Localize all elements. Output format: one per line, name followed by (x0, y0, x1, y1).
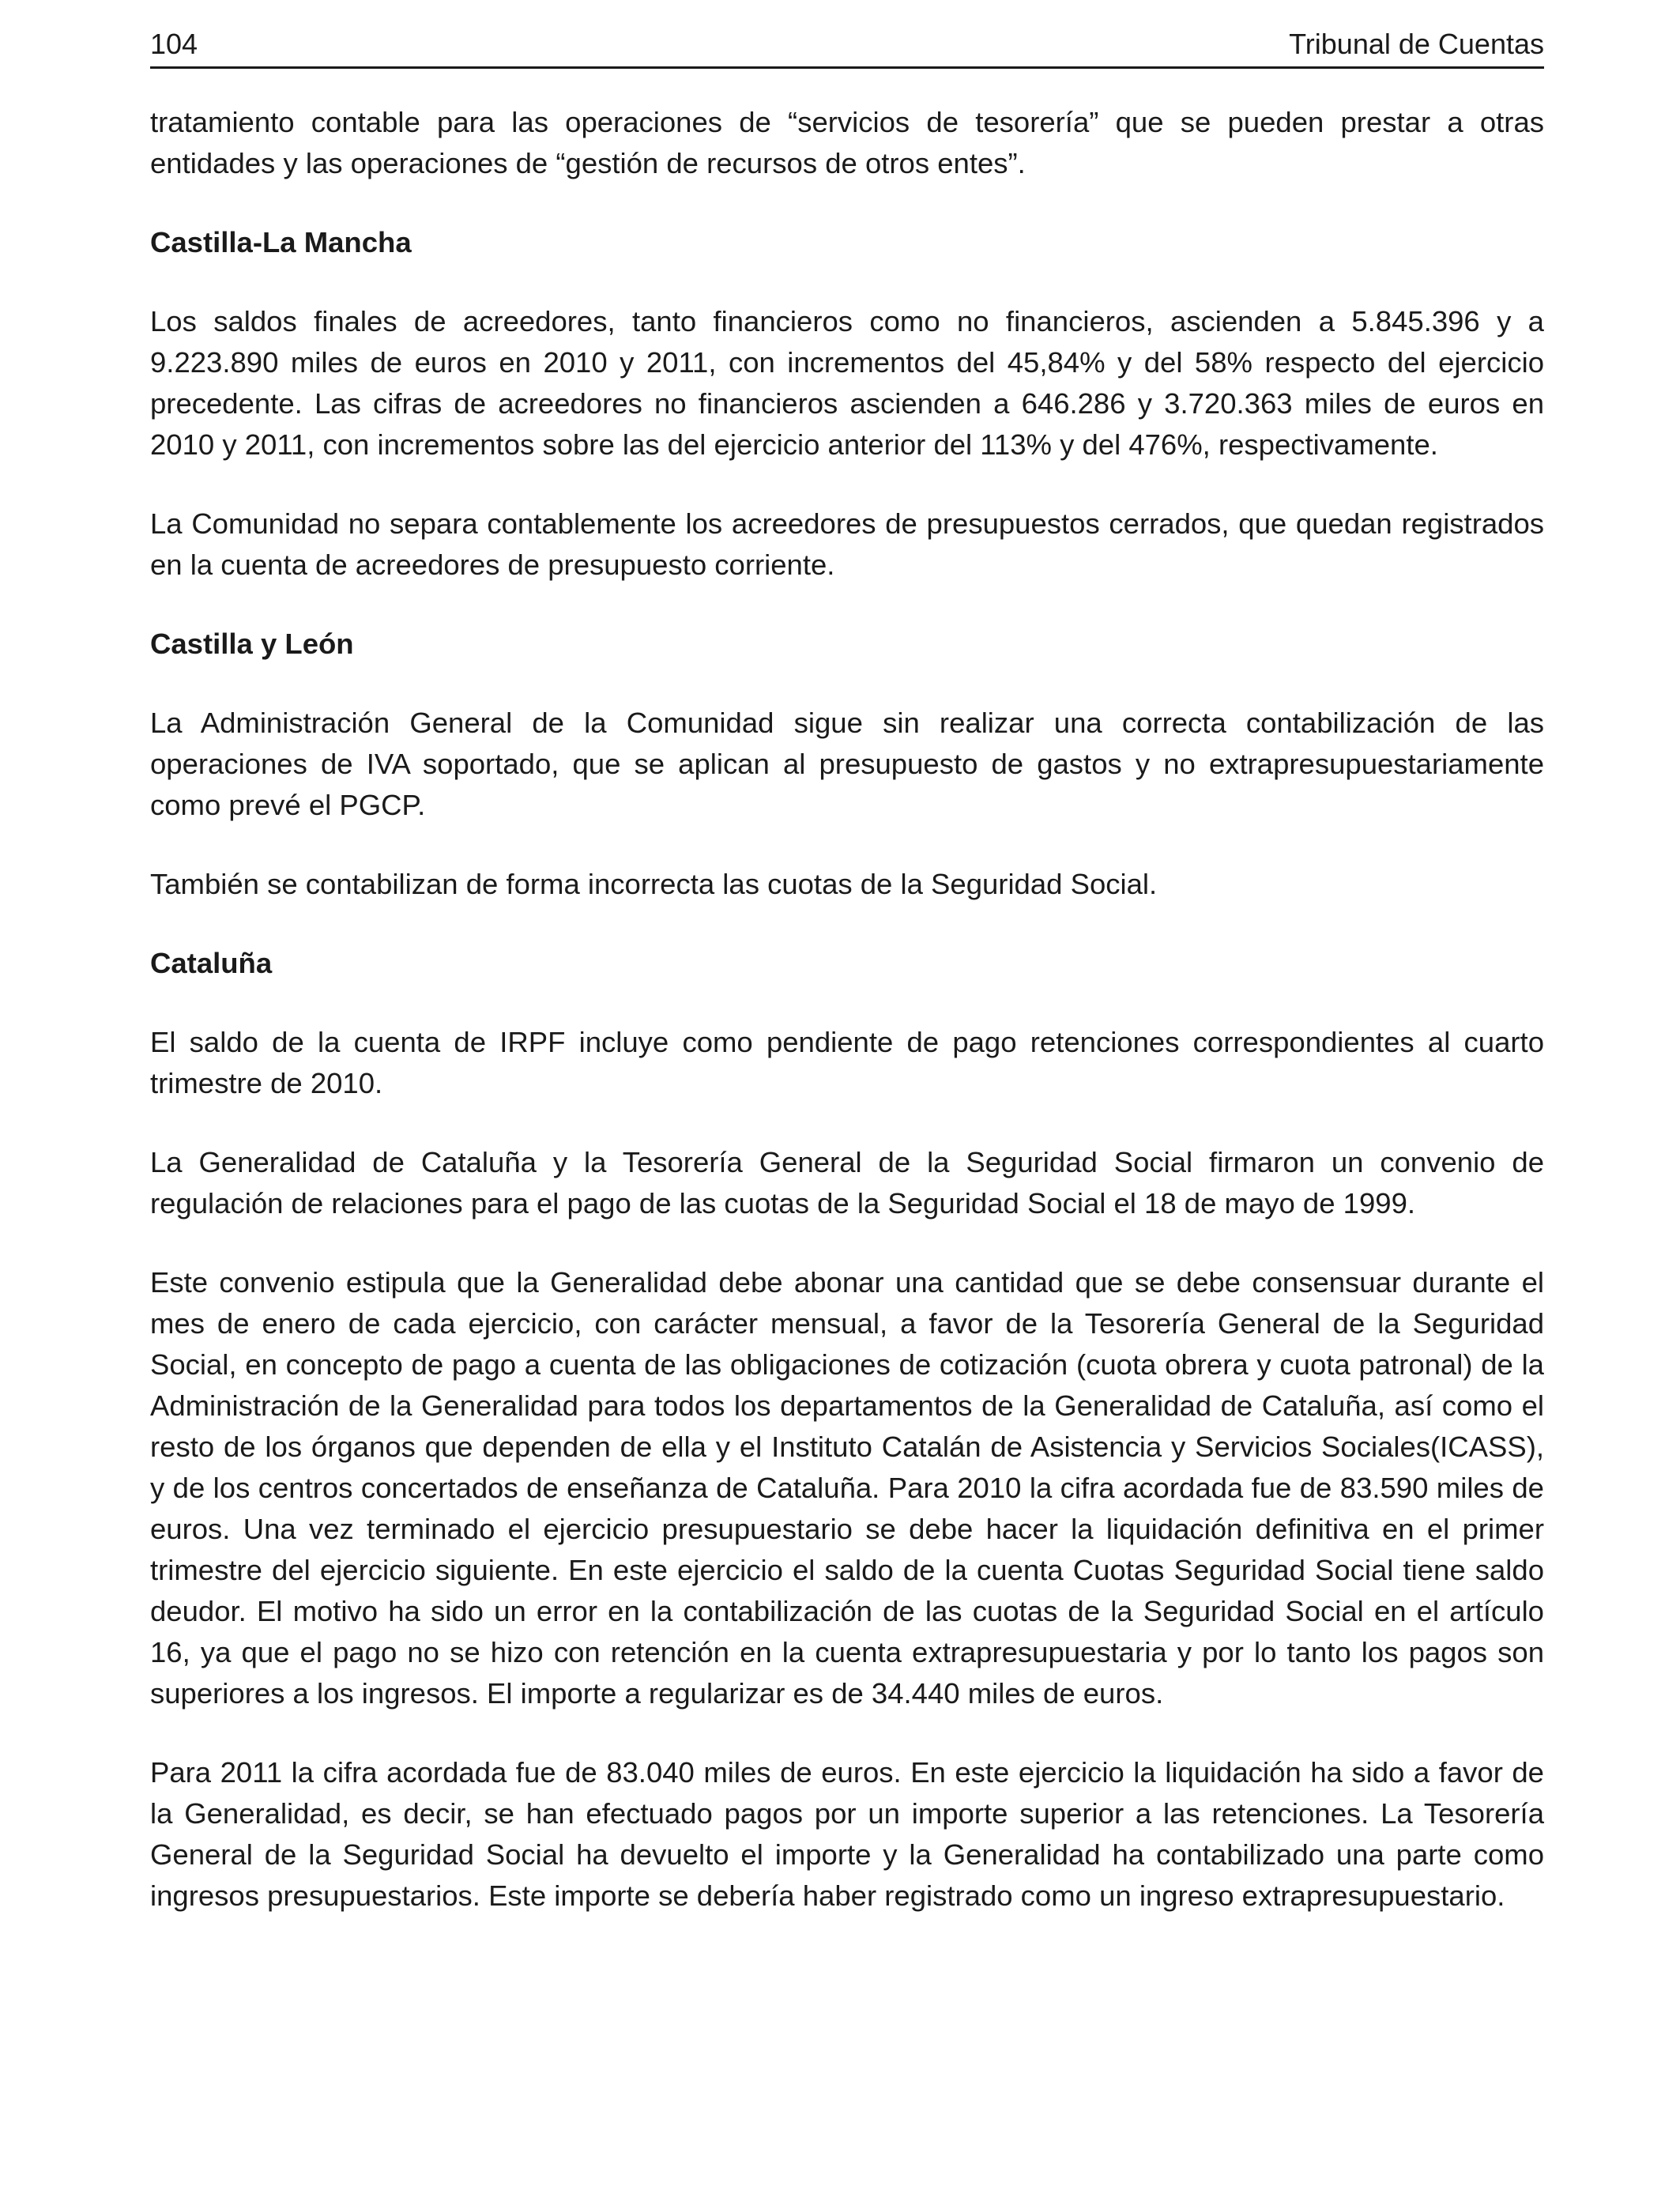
section-heading-castilla-y-leon: Castilla y León (150, 628, 354, 660)
page-number: 104 (150, 28, 198, 60)
section-heading-cataluna: Cataluña (150, 947, 273, 979)
paragraph-cat-2011: Para 2011 la cifra acordada fue de 83.040 miles de euros. En este ejercicio la liquidación ha sido a favor de la Generalidad, es decir, se han efectuado pagos por un importe superior a las retenciones. La Tesorería General de la Seguridad Social ha devuelto el importe y la Generalidad ha contabilizado una parte como ingresos presupuestarios. Este importe se debería haber registrado como un ingreso extrapresupuestario. (150, 1756, 1544, 1912)
paragraph-cat-convenio: La Generalidad de Cataluña y la Tesorería General de la Seguridad Social firmaron un convenio de regulación de relaciones para el pago de las cuotas de la Seguridad Social el 18 de mayo de 1999. (150, 1146, 1544, 1220)
section-heading-castilla-la-mancha: Castilla-La Mancha (150, 226, 412, 258)
paragraph-cat-convenio-detalle: Este convenio estipula que la Generalidad debe abonar una cantidad que se debe consensuar durante el mes de enero de cada ejercicio, con carácter mensual, a favor de la Tesorería General de la Seguridad Social, en concepto de pago a cuenta de las obligaciones de cotización (cuota obrera y cuota patronal) de la Administración de la Generalidad para todos los departamentos de la Generalidad de Cataluña, así como el resto de los órganos que dependen de ella y el Instituto Catalán de Asistencia y Servicios Sociales(ICASS), y de los centros concertados de enseñanza de Cataluña. Para 2010 la cifra acordada fue de 83.590 miles de euros. Una vez terminado el ejercicio presupuestario se debe hacer la liquidación definitiva en el primer trimestre del ejercicio siguiente. En este ejercicio el saldo de la cuenta Cuotas Seguridad Social tiene saldo deudor. El motivo ha sido un error en la contabilización de las cuotas de la Seguridad Social en el artículo 16, ya que el pago no se hizo con retención en la cuenta extrapresupuestaria y por lo tanto los pagos son superiores a los ingresos. El importe a regularizar es de 34.440 miles de euros. (150, 1266, 1544, 1710)
paragraph-clm-acreedores: Los saldos finales de acreedores, tanto financieros como no financieros, ascienden a 5.845.396 y a 9.223.890 miles de euros en 2010 y 2011, con incrementos del 45,84% y del 58% respecto del ejercicio precedente. Las cifras de acreedores no financieros ascienden a 646.286 y 3.720.363 miles de euros en 2010 y 2011, con incrementos sobre las del ejercicio anterior del 113% y del 476%, respectivamente. (150, 305, 1544, 461)
document-page (150, 17, 1544, 1955)
running-header (150, 17, 1544, 69)
paragraph-intro: tratamiento contable para las operaciones de “servicios de tesorería” que se pueden prestar a otras entidades y las operaciones de “gestión de recursos de otros entes”. (150, 106, 1544, 179)
paragraph-cat-irpf: El saldo de la cuenta de IRPF incluye como pendiente de pago retenciones correspondientes al cuarto trimestre de 2010. (150, 1026, 1544, 1099)
document-body (150, 102, 1544, 1917)
paragraph-cyl-iva: La Administración General de la Comunidad sigue sin realizar una correcta contabilización de las operaciones de IVA soportado, que se aplican al presupuesto de gastos y no extrapresupuestariamente como prevé el PGCP. (150, 707, 1544, 821)
running-title: Tribunal de Cuentas (1289, 28, 1544, 60)
paragraph-cyl-seguridad-social: También se contabilizan de forma incorrecta las cuotas de la Seguridad Social. (150, 868, 1158, 900)
paragraph-clm-presupuestos-cerrados: La Comunidad no separa contablemente los acreedores de presupuestos cerrados, que quedan registrados en la cuenta de acreedores de presupuesto corriente. (150, 507, 1544, 581)
